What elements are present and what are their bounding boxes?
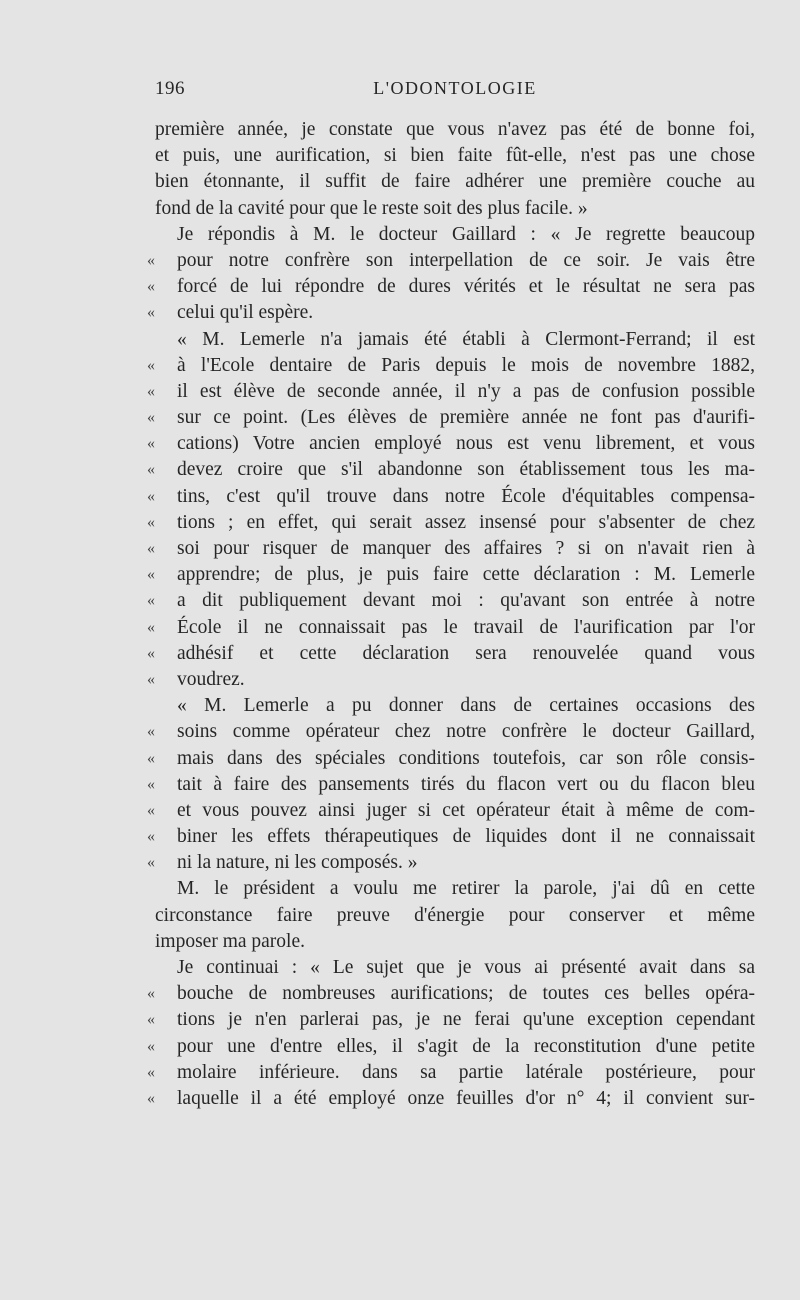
line-text: forcé de lui répondre de dures vérités et le résultat ne sera pas (177, 276, 755, 298)
line-text: laquelle il a été employé onze feuilles d'or n° 4; il convient sur- (177, 1087, 755, 1109)
line-text: cations) Votre ancien employé nous est venu librement, et vous (177, 433, 755, 455)
line-text: tins, c'est qu'il trouve dans notre École d'équitables compensa- (177, 485, 755, 507)
quote-mark: « (147, 592, 155, 610)
line-text: bouche de nombreuses aurifications; de toutes ces belles opéra- (177, 983, 755, 1005)
quote-mark: « (147, 749, 155, 767)
line-text: Je répondis à M. le docteur Gaillard : « Je regrette beaucoup (177, 223, 755, 245)
text-line (155, 693, 755, 719)
text-line (147, 379, 755, 405)
page-number: 196 (155, 78, 185, 99)
line-text: celui qu'il espère. (177, 302, 314, 324)
text-line (147, 300, 755, 326)
text-line (155, 196, 755, 222)
text-line (147, 772, 755, 798)
text-line (147, 667, 755, 693)
line-text: première année, je constate que vous n'avez pas été de bonne foi, (155, 119, 755, 140)
quote-mark: « (147, 801, 155, 819)
text-line (155, 169, 755, 195)
body-text (147, 117, 755, 1112)
line-text: soi pour risquer de manquer des affaires ? si on n'avait rien à (177, 538, 755, 559)
running-title: L'ODONTOLOGIE (373, 78, 537, 98)
line-text: apprendre; de plus, je puis faire cette déclaration : M. Lemerle (177, 564, 755, 586)
text-line (155, 222, 755, 248)
text-line (147, 274, 755, 300)
text-line (155, 955, 755, 981)
quote-mark: « (147, 1011, 155, 1029)
text-line (147, 798, 755, 824)
line-text: imposer ma parole. (155, 930, 305, 952)
line-text: pour notre confrère son interpellation de ce soir. Je vais être (177, 249, 755, 271)
line-text: tions ; en effet, qui serait assez insensé pour s'absenter de chez (177, 511, 755, 533)
text-line (147, 248, 755, 274)
line-text: biner les effets thérapeutiques de liquides dont il ne connaissait (177, 826, 755, 848)
text-line (147, 746, 755, 772)
line-text: Je continuai : « Le sujet que je vous ai présenté avait dans sa (177, 957, 755, 978)
quote-mark: « (147, 382, 155, 400)
quote-mark: « (147, 854, 155, 872)
quote-mark: « (147, 251, 155, 269)
line-text: « M. Lemerle a pu donner dans de certaines occasions des (177, 695, 755, 717)
line-text: tait à faire des pansements tirés du flacon vert ou du flacon bleu (177, 773, 755, 795)
line-text: soins comme opérateur chez notre confrère le docteur Gaillard, (177, 721, 755, 743)
text-line (147, 484, 755, 510)
line-text: et puis, une aurification, si bien faite fût-elle, n'est pas une chose (155, 145, 755, 167)
line-text: pour une d'entre elles, il s'agit de la reconstitution d'une petite (177, 1035, 755, 1057)
line-text: et vous pouvez ainsi juger si cet opérateur était à même de com- (177, 799, 755, 821)
quote-mark: « (147, 356, 155, 374)
text-line (147, 457, 755, 483)
quote-mark: « (147, 670, 155, 688)
line-text: « M. Lemerle n'a jamais été établi à Clermont-Ferrand; il est (177, 328, 755, 350)
line-text: à l'Ecole dentaire de Paris depuis le mois de novembre 1882, (177, 354, 755, 376)
quote-mark: « (147, 540, 155, 557)
text-line (147, 719, 755, 745)
quote-mark: « (147, 278, 155, 296)
text-line (155, 143, 755, 169)
quote-mark: « (147, 828, 155, 846)
page-header (155, 78, 755, 102)
quote-mark: « (147, 461, 155, 479)
text-line (147, 1086, 755, 1112)
line-text: École il ne connaissait pas le travail de l'aurification par l'or (177, 616, 755, 638)
text-line (155, 876, 755, 902)
line-text: devez croire que s'il abandonne son établissement tous les ma- (177, 459, 755, 481)
line-text: fond de la cavité pour que le reste soit des plus facile. » (155, 197, 588, 219)
line-text: bien étonnante, il suffit de faire adhérer une première couche au (155, 171, 755, 193)
text-line (147, 615, 755, 641)
quote-mark: « (147, 1063, 155, 1081)
quote-mark: « (147, 304, 155, 322)
text-line (147, 405, 755, 431)
quote-mark: « (147, 409, 155, 427)
text-line (155, 117, 755, 143)
line-text: M. le président a voulu me retirer la parole, j'ai dû en cette (177, 878, 755, 900)
quote-mark: « (147, 775, 155, 793)
line-text: sur ce point. (Les élèves de première année ne font pas d'aurifi- (177, 407, 755, 429)
quote-mark: « (147, 513, 155, 531)
text-line (155, 903, 755, 929)
text-line (147, 1060, 755, 1086)
text-line (147, 353, 755, 379)
text-line (147, 1007, 755, 1033)
text-line (147, 641, 755, 667)
text-line (155, 929, 755, 955)
quote-mark: « (147, 723, 155, 741)
quote-mark: « (147, 1037, 155, 1055)
quote-mark: « (147, 566, 155, 584)
text-line (147, 562, 755, 588)
text-line (147, 824, 755, 850)
quote-mark: « (147, 644, 155, 662)
quote-mark: « (147, 435, 155, 453)
line-text: molaire inférieure. dans sa partie latérale postérieure, pour (177, 1061, 755, 1083)
line-text: tions je n'en parlerai pas, je ne ferai qu'une exception cependant (177, 1009, 755, 1031)
text-line (147, 536, 755, 562)
text-line (147, 588, 755, 614)
text-line (147, 850, 755, 876)
quote-mark: « (147, 1089, 155, 1107)
line-text: il est élève de seconde année, il n'y a pas de confusion possible (177, 380, 755, 402)
line-text: adhésif et cette déclaration sera renouvelée quand vous (177, 642, 755, 664)
line-text: voudrez. (177, 668, 245, 690)
text-line (147, 431, 755, 457)
quote-mark: « (147, 618, 155, 636)
quote-mark: « (147, 487, 155, 505)
text-line (147, 1034, 755, 1060)
line-text: a dit publiquement devant moi : qu'avant son entrée à notre (177, 590, 755, 612)
line-text: ni la nature, ni les composés. » (177, 852, 418, 874)
text-line (147, 510, 755, 536)
line-text: circonstance faire preuve d'énergie pour conserver et même (155, 904, 755, 926)
line-text: mais dans des spéciales conditions toutefois, car son rôle consis- (177, 747, 755, 769)
text-line (147, 981, 755, 1007)
quote-mark: « (147, 985, 155, 1003)
text-line (155, 327, 755, 353)
